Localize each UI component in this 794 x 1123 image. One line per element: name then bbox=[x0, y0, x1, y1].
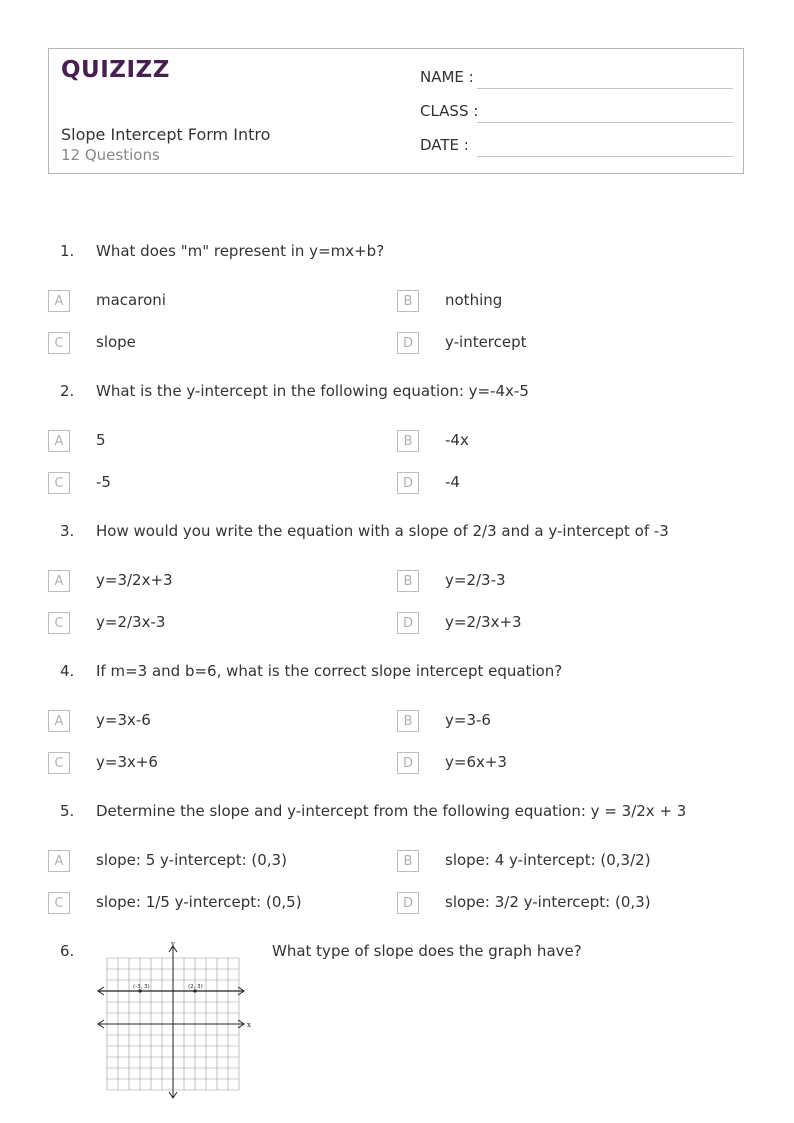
option-d-text: y=2/3x+3 bbox=[445, 613, 522, 631]
date-label: DATE : bbox=[420, 136, 469, 154]
option-d-text: slope: 3/2 y-intercept: (0,3) bbox=[445, 893, 651, 911]
option-d-text: y-intercept bbox=[445, 333, 527, 351]
question-text: Determine the slope and y-intercept from the following equation: y = 3/2x + 3 bbox=[96, 802, 687, 820]
question-count: 12 Questions bbox=[61, 146, 160, 164]
x-axis-label: x bbox=[247, 1021, 251, 1029]
option-a-box[interactable]: A bbox=[48, 570, 70, 592]
question-number: 1. bbox=[60, 242, 75, 260]
option-c-box[interactable]: C bbox=[48, 892, 70, 914]
option-d-text: -4 bbox=[445, 473, 460, 491]
question-number: 6. bbox=[60, 942, 75, 960]
option-b-box[interactable]: B bbox=[397, 710, 419, 732]
question-number: 3. bbox=[60, 522, 75, 540]
option-a-text: 5 bbox=[96, 431, 106, 449]
option-d-box[interactable]: D bbox=[397, 332, 419, 354]
option-b-text: nothing bbox=[445, 291, 503, 309]
option-d-box[interactable]: D bbox=[397, 472, 419, 494]
quizizz-logo: QUIZIZZ bbox=[61, 57, 170, 83]
option-a-box[interactable]: A bbox=[48, 850, 70, 872]
coordinate-graph bbox=[96, 940, 256, 1105]
question-text: What is the y-intercept in the following equation: y=-4x-5 bbox=[96, 382, 529, 400]
option-d-box[interactable]: D bbox=[397, 612, 419, 634]
option-a-box[interactable]: A bbox=[48, 290, 70, 312]
option-c-text: slope bbox=[96, 333, 136, 351]
option-c-text: y=3x+6 bbox=[96, 753, 158, 771]
option-a-text: slope: 5 y-intercept: (0,3) bbox=[96, 851, 287, 869]
option-a-text: y=3x-6 bbox=[96, 711, 151, 729]
option-b-text: slope: 4 y-intercept: (0,3/2) bbox=[445, 851, 651, 869]
question-text: If m=3 and b=6, what is the correct slope intercept equation? bbox=[96, 662, 563, 680]
class-line[interactable] bbox=[477, 122, 733, 123]
option-b-box[interactable]: B bbox=[397, 430, 419, 452]
name-line[interactable] bbox=[477, 88, 733, 89]
option-c-box[interactable]: C bbox=[48, 612, 70, 634]
class-label: CLASS : bbox=[420, 102, 479, 120]
worksheet-title: Slope Intercept Form Intro bbox=[61, 125, 271, 144]
option-b-box[interactable]: B bbox=[397, 570, 419, 592]
option-a-text: y=3/2x+3 bbox=[96, 571, 173, 589]
option-d-box[interactable]: D bbox=[397, 752, 419, 774]
question-text: What does "m" represent in y=mx+b? bbox=[96, 242, 385, 260]
question-number: 5. bbox=[60, 802, 75, 820]
option-a-box[interactable]: A bbox=[48, 430, 70, 452]
name-label: NAME : bbox=[420, 68, 474, 86]
option-c-box[interactable]: C bbox=[48, 472, 70, 494]
date-line[interactable] bbox=[477, 156, 733, 157]
question-text: How would you write the equation with a slope of 2/3 and a y-intercept of -3 bbox=[96, 522, 669, 540]
option-b-text: y=2/3-3 bbox=[445, 571, 506, 589]
option-c-text: slope: 1/5 y-intercept: (0,5) bbox=[96, 893, 302, 911]
option-d-box[interactable]: D bbox=[397, 892, 419, 914]
option-d-text: y=6x+3 bbox=[445, 753, 507, 771]
graph-point-label: (-3, 3) bbox=[133, 984, 150, 990]
option-b-box[interactable]: B bbox=[397, 290, 419, 312]
option-a-text: macaroni bbox=[96, 291, 166, 309]
option-c-box[interactable]: C bbox=[48, 752, 70, 774]
worksheet-header bbox=[48, 48, 744, 174]
option-b-text: -4x bbox=[445, 431, 469, 449]
option-c-box[interactable]: C bbox=[48, 332, 70, 354]
option-b-box[interactable]: B bbox=[397, 850, 419, 872]
option-a-box[interactable]: A bbox=[48, 710, 70, 732]
question-number: 2. bbox=[60, 382, 75, 400]
option-b-text: y=3-6 bbox=[445, 711, 491, 729]
question-number: 4. bbox=[60, 662, 75, 680]
graph-point-label: (2, 3) bbox=[188, 984, 203, 990]
question-text: What type of slope does the graph have? bbox=[272, 942, 582, 960]
option-c-text: y=2/3x-3 bbox=[96, 613, 166, 631]
y-axis-label: y bbox=[171, 940, 175, 948]
option-c-text: -5 bbox=[96, 473, 111, 491]
